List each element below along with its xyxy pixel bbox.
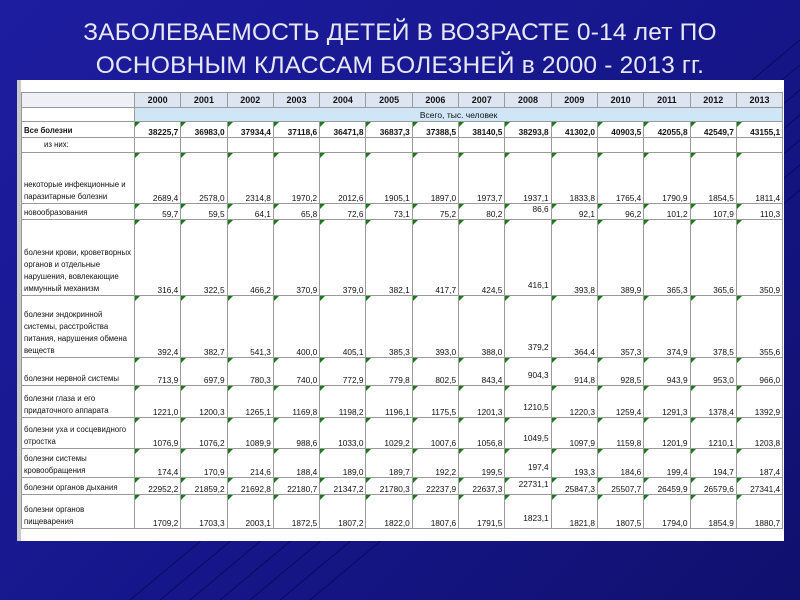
data-cell: 188,4 <box>273 449 319 478</box>
data-cell: 214,6 <box>227 449 273 478</box>
data-cell: 22180,7 <box>273 478 319 495</box>
data-cell <box>273 138 319 153</box>
data-cell: 26579,6 <box>690 478 736 495</box>
data-cell: 416,1 <box>505 220 551 296</box>
data-cell: 379,2 <box>505 296 551 358</box>
data-cell: 21692,8 <box>227 478 273 495</box>
data-cell: 27341,4 <box>736 478 782 495</box>
data-cell: 92,1 <box>551 204 597 220</box>
year-header: 2003 <box>273 93 319 108</box>
data-cell: 1709,2 <box>135 495 181 529</box>
data-cell: 1203,8 <box>736 418 782 449</box>
data-cell: 1220,3 <box>551 386 597 418</box>
data-cell: 38293,8 <box>505 122 551 138</box>
data-cell: 22731,1 <box>505 478 551 495</box>
data-cell: 780,3 <box>227 358 273 386</box>
data-cell: 385,3 <box>366 296 412 358</box>
data-cell: 25847,3 <box>551 478 597 495</box>
data-cell <box>505 138 551 153</box>
row-label: болезни нервной системы <box>22 358 135 386</box>
data-cell: 1794,0 <box>644 495 690 529</box>
data-cell: 72,6 <box>320 204 366 220</box>
data-cell: 466,2 <box>227 220 273 296</box>
year-header: 2000 <box>135 93 181 108</box>
unit-blank-cell <box>22 108 135 122</box>
data-cell: 424,5 <box>459 220 505 296</box>
data-cell <box>320 138 366 153</box>
row-label: болезни уха и сосцевидного отростка <box>22 418 135 449</box>
data-cell: 64,1 <box>227 204 273 220</box>
data-cell: 1265,1 <box>227 386 273 418</box>
data-cell: 36837,3 <box>366 122 412 138</box>
data-cell <box>227 138 273 153</box>
data-cell: 2578,0 <box>181 153 227 204</box>
data-cell: 1175,5 <box>412 386 458 418</box>
data-cell: 22952,2 <box>135 478 181 495</box>
data-cell: 192,2 <box>412 449 458 478</box>
year-header: 2002 <box>227 93 273 108</box>
data-cell: 26459,9 <box>644 478 690 495</box>
data-cell: 110,3 <box>736 204 782 220</box>
year-header: 2011 <box>644 93 690 108</box>
data-cell: 966,0 <box>736 358 782 386</box>
data-cell: 1807,2 <box>320 495 366 529</box>
data-cell: 1378,4 <box>690 386 736 418</box>
row-label: болезни крови, кроветворных органов и отдельные нарушения, вовлекающие иммунный механизм <box>22 220 135 296</box>
data-cell: 988,6 <box>273 418 319 449</box>
data-cell: 322,5 <box>181 220 227 296</box>
data-cell: 21780,3 <box>366 478 412 495</box>
data-cell: 1076,9 <box>135 418 181 449</box>
data-cell: 1970,2 <box>273 153 319 204</box>
data-cell: 189,0 <box>320 449 366 478</box>
data-cell: 38140,5 <box>459 122 505 138</box>
data-cell: 80,2 <box>459 204 505 220</box>
data-cell: 101,2 <box>644 204 690 220</box>
header-blank-cell <box>22 93 135 108</box>
data-cell: 1089,9 <box>227 418 273 449</box>
data-cell: 38225,7 <box>135 122 181 138</box>
data-cell: 364,4 <box>551 296 597 358</box>
data-cell <box>459 138 505 153</box>
data-cell: 21347,2 <box>320 478 366 495</box>
data-cell <box>551 138 597 153</box>
data-cell: 65,8 <box>273 204 319 220</box>
year-header: 2010 <box>597 93 643 108</box>
data-cell: 1897,0 <box>412 153 458 204</box>
data-cell: 107,9 <box>690 204 736 220</box>
data-cell: 1821,8 <box>551 495 597 529</box>
row-label: болезни органов дыхания <box>22 478 135 495</box>
data-cell: 740,0 <box>273 358 319 386</box>
data-cell: 388,0 <box>459 296 505 358</box>
data-cell: 37388,5 <box>412 122 458 138</box>
data-cell: 75,2 <box>412 204 458 220</box>
year-header: 2012 <box>690 93 736 108</box>
data-cell: 174,4 <box>135 449 181 478</box>
data-cell: 2003,1 <box>227 495 273 529</box>
data-cell: 1007,6 <box>412 418 458 449</box>
unit-label: Всего, тыс. человек <box>135 108 783 122</box>
data-cell: 1905,1 <box>366 153 412 204</box>
data-cell: 365,3 <box>644 220 690 296</box>
data-cell: 355,6 <box>736 296 782 358</box>
data-cell: 37934,4 <box>227 122 273 138</box>
data-cell: 1854,5 <box>690 153 736 204</box>
data-cell: 379,0 <box>320 220 366 296</box>
data-cell: 393,8 <box>551 220 597 296</box>
data-cell: 350,9 <box>736 220 782 296</box>
data-cell: 199,5 <box>459 449 505 478</box>
data-cell: 1259,4 <box>597 386 643 418</box>
data-cell: 1159,8 <box>597 418 643 449</box>
data-cell: 1169,8 <box>273 386 319 418</box>
data-cell: 843,4 <box>459 358 505 386</box>
data-cell: 953,0 <box>690 358 736 386</box>
data-cell: 2689,4 <box>135 153 181 204</box>
data-cell: 1049,5 <box>505 418 551 449</box>
data-cell: 22637,3 <box>459 478 505 495</box>
data-cell: 1210,5 <box>505 386 551 418</box>
data-cell: 713,9 <box>135 358 181 386</box>
year-header: 2007 <box>459 93 505 108</box>
data-cell: 37118,6 <box>273 122 319 138</box>
data-cell: 199,4 <box>644 449 690 478</box>
data-cell: 370,9 <box>273 220 319 296</box>
data-cell: 1823,1 <box>505 495 551 529</box>
data-cell: 1765,4 <box>597 153 643 204</box>
data-cell: 170,9 <box>181 449 227 478</box>
data-cell: 389,9 <box>597 220 643 296</box>
year-header: 2013 <box>736 93 782 108</box>
year-header: 2009 <box>551 93 597 108</box>
data-cell: 197,4 <box>505 449 551 478</box>
row-label: некоторые инфекционные и паразитарные болезни <box>22 153 135 204</box>
data-cell: 772,9 <box>320 358 366 386</box>
data-cell: 21859,2 <box>181 478 227 495</box>
data-cell: 1097,9 <box>551 418 597 449</box>
data-cell: 914,8 <box>551 358 597 386</box>
data-cell: 365,6 <box>690 220 736 296</box>
data-cell: 22237,9 <box>412 478 458 495</box>
data-cell: 187,4 <box>736 449 782 478</box>
data-cell: 1822,0 <box>366 495 412 529</box>
morbidity-table <box>21 92 783 529</box>
data-cell <box>181 138 227 153</box>
data-cell: 1196,1 <box>366 386 412 418</box>
data-cell: 40903,5 <box>597 122 643 138</box>
year-header: 2005 <box>366 93 412 108</box>
data-cell: 42549,7 <box>690 122 736 138</box>
row-label: болезни глаза и его придаточного аппарата <box>22 386 135 418</box>
data-cell: 184,6 <box>597 449 643 478</box>
data-cell: 194,7 <box>690 449 736 478</box>
data-cell: 802,5 <box>412 358 458 386</box>
data-cell: 382,1 <box>366 220 412 296</box>
data-cell: 1872,5 <box>273 495 319 529</box>
data-cell: 1221,0 <box>135 386 181 418</box>
data-cell: 73,1 <box>366 204 412 220</box>
data-cell: 1791,5 <box>459 495 505 529</box>
data-cell: 541,3 <box>227 296 273 358</box>
data-cell: 400,0 <box>273 296 319 358</box>
data-cell: 1033,0 <box>320 418 366 449</box>
data-cell <box>736 138 782 153</box>
data-cell: 393,0 <box>412 296 458 358</box>
data-cell: 1811,4 <box>736 153 782 204</box>
data-cell: 1198,2 <box>320 386 366 418</box>
data-cell: 1807,5 <box>597 495 643 529</box>
year-header: 2004 <box>320 93 366 108</box>
data-cell: 779,8 <box>366 358 412 386</box>
data-cell: 943,9 <box>644 358 690 386</box>
spreadsheet-image <box>17 80 784 541</box>
data-cell: 1807,6 <box>412 495 458 529</box>
data-cell: 59,5 <box>181 204 227 220</box>
row-label: из них: <box>22 138 135 153</box>
data-cell: 417,7 <box>412 220 458 296</box>
data-cell: 189,7 <box>366 449 412 478</box>
data-cell: 1392,9 <box>736 386 782 418</box>
data-cell: 1056,8 <box>459 418 505 449</box>
data-cell: 1937,1 <box>505 153 551 204</box>
data-cell: 2314,8 <box>227 153 273 204</box>
data-cell: 1703,3 <box>181 495 227 529</box>
data-cell: 1880,7 <box>736 495 782 529</box>
data-cell: 392,4 <box>135 296 181 358</box>
data-cell: 1854,9 <box>690 495 736 529</box>
data-cell: 1201,9 <box>644 418 690 449</box>
data-cell: 357,3 <box>597 296 643 358</box>
data-cell: 41302,0 <box>551 122 597 138</box>
data-cell: 1200,3 <box>181 386 227 418</box>
data-cell <box>597 138 643 153</box>
data-cell <box>644 138 690 153</box>
year-header: 2006 <box>412 93 458 108</box>
data-cell: 36983,0 <box>181 122 227 138</box>
data-cell: 25507,7 <box>597 478 643 495</box>
data-cell: 193,3 <box>551 449 597 478</box>
data-cell: 374,9 <box>644 296 690 358</box>
data-cell: 316,4 <box>135 220 181 296</box>
data-cell: 1790,9 <box>644 153 690 204</box>
data-cell: 1210,1 <box>690 418 736 449</box>
data-cell <box>412 138 458 153</box>
row-label: болезни эндокринной системы, расстройства питания, нарушения обмена веществ <box>22 296 135 358</box>
slide-title: ЗАБОЛЕВАЕМОСТЬ ДЕТЕЙ В ВОЗРАСТЕ 0-14 лет ПО ОСНОВНЫМ КЛАССАМ БОЛЕЗНЕЙ в 2000 - 2013 гг. <box>83 19 717 79</box>
data-cell <box>366 138 412 153</box>
data-cell: 697,9 <box>181 358 227 386</box>
data-cell <box>135 138 181 153</box>
data-cell: 1076,2 <box>181 418 227 449</box>
year-header: 2008 <box>505 93 551 108</box>
data-cell: 1973,7 <box>459 153 505 204</box>
row-label: Все болезни <box>22 122 135 138</box>
year-header: 2001 <box>181 93 227 108</box>
data-cell: 1201,3 <box>459 386 505 418</box>
data-cell: 43155,1 <box>736 122 782 138</box>
data-cell: 86,6 <box>505 204 551 220</box>
data-cell: 1029,2 <box>366 418 412 449</box>
data-cell: 36471,8 <box>320 122 366 138</box>
data-cell: 42055,8 <box>644 122 690 138</box>
data-cell: 382,7 <box>181 296 227 358</box>
data-cell: 96,2 <box>597 204 643 220</box>
row-label: новообразования <box>22 204 135 220</box>
row-label: болезни системы кровообращения <box>22 449 135 478</box>
data-cell: 378,5 <box>690 296 736 358</box>
data-cell: 904,3 <box>505 358 551 386</box>
data-cell: 1833,8 <box>551 153 597 204</box>
data-cell: 405,1 <box>320 296 366 358</box>
data-cell: 59,7 <box>135 204 181 220</box>
data-cell <box>690 138 736 153</box>
row-label: болезни органов пищеварения <box>22 495 135 529</box>
data-cell: 928,5 <box>597 358 643 386</box>
data-cell: 2012,6 <box>320 153 366 204</box>
data-cell: 1291,3 <box>644 386 690 418</box>
